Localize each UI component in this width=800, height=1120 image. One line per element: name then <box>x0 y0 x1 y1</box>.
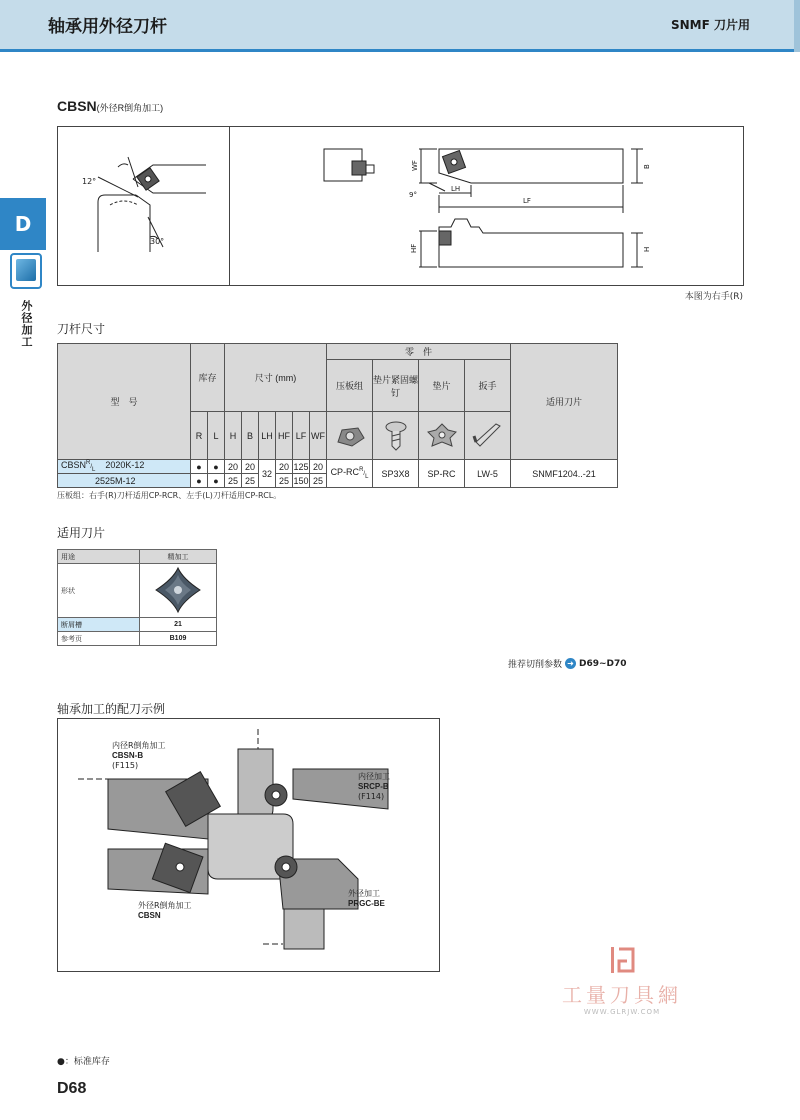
size-wf-2: 25 <box>310 474 327 488</box>
angle-12: 12° <box>82 177 97 186</box>
col-lf: LF <box>293 412 310 460</box>
model-code-2: 2525M-12 <box>58 474 191 488</box>
dim-lf: LF <box>523 197 531 205</box>
col-hf: HF <box>276 412 293 460</box>
size-b-2: 25 <box>242 474 259 488</box>
clamp-note: 压板组：右手(R)刀杆适用CP-RCR、左手(L)刀杆适用CP-RCL。 <box>57 491 282 500</box>
header-insert: 适用刀片 <box>511 344 618 460</box>
clamp-icon <box>332 418 368 452</box>
size-h-2: 25 <box>225 474 242 488</box>
header-parts: 零 件 <box>327 344 511 360</box>
insert-table <box>57 549 217 646</box>
screw-image <box>373 412 419 460</box>
dim-h: H <box>643 246 651 252</box>
angle-30: 30° <box>150 237 165 246</box>
label-prgc-be: 外径加工 PRGC-BE <box>348 889 385 908</box>
stock-l-2: ● <box>208 474 225 488</box>
col-wf: WF <box>310 412 327 460</box>
size-hf-1: 20 <box>276 460 293 474</box>
holder-code: CBSN <box>57 98 97 114</box>
clamp-value: $CP-RC^R/_L$ <box>327 460 373 488</box>
chamfer-detail-drawing <box>58 127 228 285</box>
model-code-1: 2020K-12 <box>105 460 145 471</box>
holder-title <box>57 98 163 114</box>
col-l: L <box>208 412 225 460</box>
spec-table <box>57 343 618 488</box>
chipbreaker-label: 断屑槽 <box>58 618 140 632</box>
size-lf-1: 125 <box>293 461 309 472</box>
label-cbsn: 外径R倒角加工 CBSN <box>138 901 192 920</box>
recommend-link[interactable] <box>508 657 627 670</box>
page-number: D68 <box>57 1080 87 1097</box>
right-hand-note: 本图为右手(R) <box>684 292 743 302</box>
dim-b: B <box>643 164 651 169</box>
stock-r-1: ● <box>191 460 208 474</box>
watermark-logo-icon <box>607 945 637 975</box>
col-lh: LH <box>259 412 276 460</box>
header-size: 尺寸 (mm) <box>225 344 327 412</box>
usage-value: 精加工 <box>140 550 217 564</box>
shim-image <box>419 412 465 460</box>
external-turning-icon <box>10 253 42 289</box>
header-shim: 垫片 <box>419 360 465 412</box>
shim-value: SP-RC <box>419 460 465 488</box>
shim-icon <box>424 418 460 452</box>
insert-value: SNMF1204..-21 <box>511 460 618 488</box>
chipbreaker-value: 21 <box>140 618 217 632</box>
size-b-1: 20 <box>242 460 259 474</box>
dim-wf: WF <box>411 160 419 171</box>
page-title: 轴承用外径刀杆 <box>48 17 167 37</box>
header-wrench: 扳手 <box>465 360 511 412</box>
wrench-value: LW-5 <box>465 460 511 488</box>
size-lh: 32 <box>259 460 276 488</box>
header-clamp: 压板组 <box>327 360 373 412</box>
shape-label: 形状 <box>58 564 140 618</box>
insert-type-label: SNMF 刀片用 <box>670 18 750 32</box>
stock-r-2: ● <box>191 474 208 488</box>
insert-icon <box>16 259 36 281</box>
size-h-1: 20 <box>225 460 242 474</box>
wrench-image <box>465 412 511 460</box>
holder-drawing <box>231 127 743 285</box>
size-hf-2: 25 <box>276 474 293 488</box>
snmf-insert-icon <box>153 565 203 615</box>
label-srcp-b: 内径加工 SRCP-B (F114) <box>358 772 390 801</box>
size-wf-1: 20 <box>310 460 327 474</box>
ref-page-value[interactable]: B109 <box>140 632 217 646</box>
drawing-divider <box>229 126 230 286</box>
col-b: B <box>242 412 259 460</box>
screw-value: SP3X8 <box>373 460 419 488</box>
chapter-tab[interactable]: D <box>0 198 46 250</box>
watermark <box>537 945 707 1016</box>
chapter-label: 外径加工 <box>20 300 33 348</box>
stock-l-1: ● <box>208 460 225 474</box>
col-h: H <box>225 412 242 460</box>
row-model-1: $CBSN^R/_L$ 2020K-12 <box>58 460 191 474</box>
holder-subtitle: (外径R倒角加工) <box>96 103 164 113</box>
stock-legend: ●：标准库存 <box>57 1057 110 1067</box>
col-r: R <box>191 412 208 460</box>
angle-9: 9° <box>409 191 417 199</box>
dim-hf: HF <box>410 243 418 253</box>
model-prefix: CBSN <box>61 460 87 471</box>
spec-section-title: 刀杆尺寸 <box>57 322 106 336</box>
example-section-title: 轴承加工的配刀示例 <box>57 702 166 716</box>
watermark-text: 工量刀具網 <box>562 983 682 1007</box>
hex-wrench-icon <box>470 418 506 452</box>
clamp-image <box>327 412 373 460</box>
recommend-text: 推荐切削参数 <box>508 660 563 670</box>
shape-image <box>140 564 217 618</box>
recommend-pages: D69~D70 <box>579 658 627 669</box>
header-screw: 垫片紧固螺钉 <box>373 360 419 412</box>
usage-label: 用途 <box>58 550 140 564</box>
watermark-url: WWW.GLRJW.COM <box>583 1008 661 1016</box>
header-stock: 库存 <box>191 344 225 412</box>
size-lf-2: 150 <box>293 475 309 486</box>
screw-icon <box>378 418 414 452</box>
insert-section-title: 适用刀片 <box>57 526 106 540</box>
arrow-right-icon: ➜ <box>565 658 576 669</box>
header-model: 型 号 <box>58 344 191 460</box>
header-edge <box>794 0 800 52</box>
dim-lh: LH <box>451 185 461 193</box>
ref-page-label: 参考页 <box>58 632 140 646</box>
label-cbsn-b: 内径R倒角加工 CBSN-B (F115) <box>112 741 166 770</box>
